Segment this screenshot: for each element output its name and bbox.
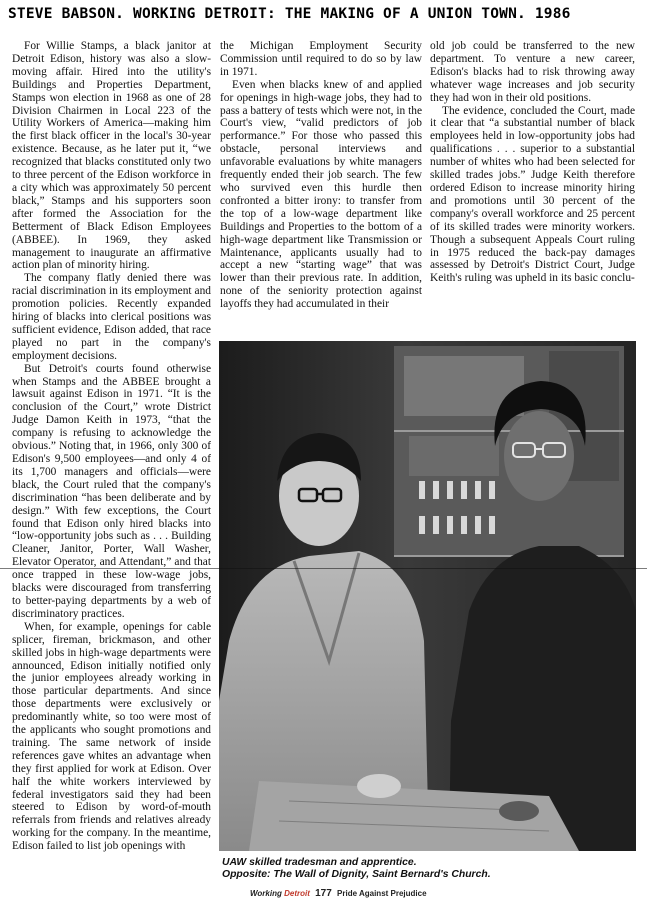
article-column-2 <box>220 40 422 336</box>
footer-brand-detroit: Detroit <box>284 889 310 898</box>
article-column-3 <box>430 40 635 336</box>
caption-line-1: UAW skilled tradesman and apprentice. <box>222 857 417 868</box>
paragraph: old job could be transferred to the new department. To venture a new career, Edison's blacks had to risk throwing away whatever wage increases and job security they had won in their old positions. <box>430 40 635 104</box>
page-footer <box>250 888 427 899</box>
apprentice-hand <box>499 801 539 821</box>
paragraph: For Willie Stamps, a black janitor at Detroit Edison, history was also a slow-moving affair. Hired into the utility's Buildings and Properties Department, Stamps won election in 1968 as one of 28 Division Chairmen in Local 223 of the Utility Workers of America—making him the first black officer in the local's 30-year existence. Because, as he later put it, “we recognized that blacks constituted only two to three percent of the Edison workforce in a city which was approximately 50 percent black,” Stamps and his supporters soon after formed the Association for the Betterment of Black Edison Employees (ABBEE). In 1969, they asked management to inaugurate an affirmative action plan of minority hiring. <box>12 40 211 272</box>
photograph-tradesman-and-apprentice <box>219 341 636 851</box>
footer-brand-working: Working <box>250 889 282 898</box>
paragraph: The company flatly denied there was racial discrimination in its employment and promotion policies. Recently expanded hiring of blacks into clerical positions was sufficient evidence, Edison added, that race played no part in the company's employment decisions. <box>12 272 211 362</box>
page-number: 177 <box>315 888 332 899</box>
footer-section-title: Pride Against Prejudice <box>337 889 427 898</box>
caption-line-2: Opposite: The Wall of Dignity, Saint Bernard's Church. <box>222 869 491 881</box>
photo-caption <box>222 857 636 882</box>
scan-artifact-line <box>0 568 647 569</box>
paragraph: the Michigan Employment Security Commission until required to do so by law in 1971. <box>220 40 422 78</box>
paragraph: Even when blacks knew of and applied for openings in high-wage jobs, they had to pass a battery of tests which were not, in the Court's view, “valid predictors of job performance.” For those who passed this obstacle, personal interviews and unfavorable evaluations by white managers frequently ended their job search. The few who survived even this hurdle then confronted a bitter irony: to transfer from the top of a low-wage department like Buildings and Properties to the bottom of a high-wage department like Transmission or Maintenance, applicants usually had to accept a new “starting wage” that was lower than their previous rate. In addition, none of the seniority protection against layoffs they had accumulated in their <box>220 78 422 311</box>
paragraph: But Detroit's courts found otherwise when Stamps and the ABBEE brought a lawsuit against Edison in 1971. “It is the conclusion of the Court,” wrote District Judge Damon Keith in 1973, “that the company is refusing to acknowledge the obvious.” Noting that, in 1966, only 300 of Edison's 9,500 employees—and only 4 of its 1,700 managers and officials—were black, the Court ruled that the company's discrimination “has been deliberate and by design.” With few exceptions, the Court found that Edison only hired blacks into “low-opportunity jobs such as . . . Building Cleaner, Janitor, Porter, Wall Washer, Elevator Operator, and Attendant,” and that once trapped in these low-wage jobs, blacks were discouraged from transferring to better-paying departments by a web of discriminatory practices. <box>12 362 211 620</box>
paragraph: When, for example, openings for cable splicer, fireman, brickmason, and other skilled jobs in high-wage departments were announced, Edison initially notified only the junior employees already working in those particular departments. And since those departments were exclusively or predominantly white, so too were most of the applicants who sought promotions and training. The same network of inside references gave whites an advantage when they first applied for work at Edison. Over half the white workers interviewed by federal investigators said they had been steered to Edison by word-of-mouth referrals from friends and relatives already working for the company. In the meantime, Edison failed to list job openings with <box>12 620 211 853</box>
older-worker-hand <box>357 774 401 798</box>
article-column-1 <box>12 40 211 880</box>
book-citation-header: STEVE BABSON. WORKING DETROIT: THE MAKING OF A UNION TOWN. 1986 <box>8 6 571 22</box>
paragraph: The evidence, concluded the Court, made it clear that “a substantial number of black employees held in low-opportunity jobs had qualifications . . . superior to a substantial number of whites who had been selected for skilled trades jobs.” Judge Keith therefore ordered Edison to increase minority hiring and promotions until 30 percent of the company's overall workforce and 25 percent of its skilled trades were minority workers. Though a subsequent Appeals Court ruling in 1975 reduced the back-pay damages assessed by Detroit's District Court, Judge Keith's ruling was upheld in its basic conclu- <box>430 104 635 285</box>
